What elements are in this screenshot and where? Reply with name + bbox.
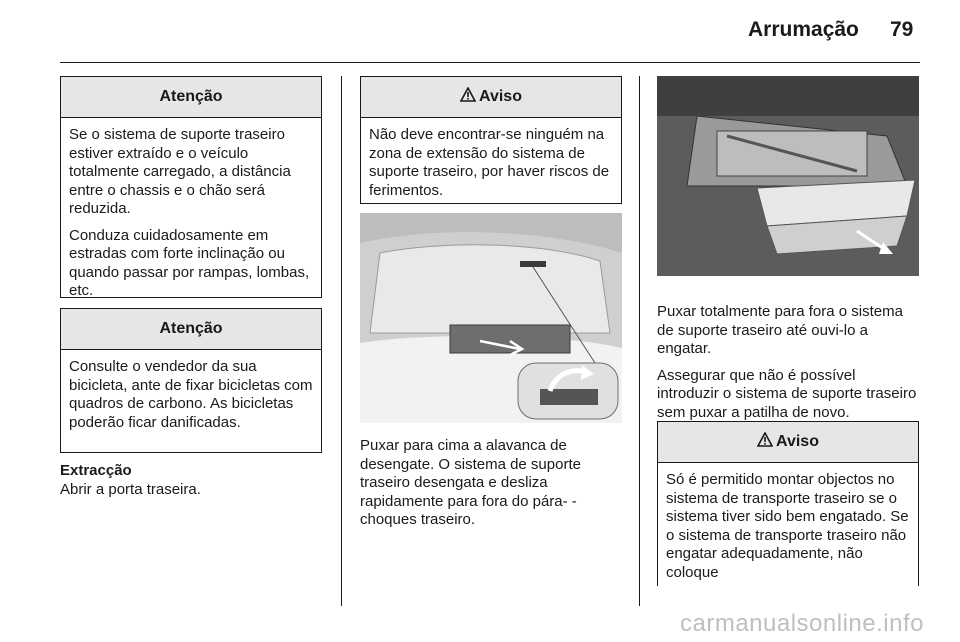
warning-triangle-icon: [460, 87, 476, 107]
caution-box-1-body: [61, 118, 321, 307]
col3-instructions: [657, 303, 921, 430]
release-lever-illustration: [360, 213, 622, 423]
warning-box-1: [360, 76, 622, 204]
warning-box-2-title: Aviso: [776, 433, 819, 450]
caution-box-1-text-1: Se o sistema de suporte traseiro estiver extraído e o veículo totalmente carregado, a distância entre o chassis e o chão será reduzida.: [69, 126, 291, 217]
watermark: carmanualsonline.info: [680, 610, 924, 637]
caution-box-2-title: Atenção: [61, 309, 321, 350]
caution-box-1-title: Atenção: [61, 77, 321, 118]
warning-box-1-header: [361, 77, 621, 118]
extraction-text: Abrir a porta traseira.: [60, 480, 201, 498]
caution-box-2-text-1: Consulte o vendedor da sua bicicleta, ante de fixar bicicletas com quadros de carbono. As bicicletas poderão ficar danificadas.: [69, 358, 313, 431]
col3-text-1: Puxar totalmente para fora o sistema de suporte traseiro até ouvi-lo a engatar.: [657, 303, 903, 357]
col3-text-2: Assegurar que não é possível introduzir o sistema de suporte traseiro sem puxar a patilha de novo.: [657, 366, 917, 421]
caution-box-1-text-2: Conduza cuidadosamente em estradas com forte inclinação ou quando passar por rampas, lombas, etc.: [69, 226, 310, 299]
caution-box-2: [60, 308, 322, 453]
header-rule: [60, 62, 920, 63]
caution-box-1: [60, 76, 322, 298]
extraction-section: [60, 462, 322, 499]
column-divider-2: [639, 76, 640, 606]
caution-box-2-body: [61, 350, 321, 438]
page-number: 79: [890, 18, 914, 41]
warning-box-2-header: [658, 422, 918, 463]
release-lever-caption: Puxar para cima a alavanca de desengate. O sistema de suporte traseiro desengata e desliza rapidamente para fora do pára- -choques traseiro.: [360, 437, 581, 528]
warning-box-1-text-1: Não deve encontrar-se ninguém na zona de extensão do sistema de suporte traseiro, por haver riscos de ferimentos.: [369, 126, 610, 199]
warning-triangle-icon: [757, 432, 773, 452]
page-header-title: Arrumação: [748, 18, 859, 41]
warning-box-2-body: [658, 463, 918, 588]
extraction-subheading: Extracção: [60, 462, 132, 479]
warning-box-1-body: [361, 118, 621, 206]
warning-box-2: [657, 421, 919, 586]
rear-carrier-extended-illustration: [657, 76, 919, 288]
column-divider-1: [341, 76, 342, 606]
warning-box-2-text-1: Só é permitido montar objectos no sistema de transporte traseiro se o sistema tiver sido bem engatado. Se o sistema de transporte traseiro não engatar adequadamente, não coloque: [666, 471, 909, 581]
warning-box-1-title: Aviso: [479, 88, 522, 105]
